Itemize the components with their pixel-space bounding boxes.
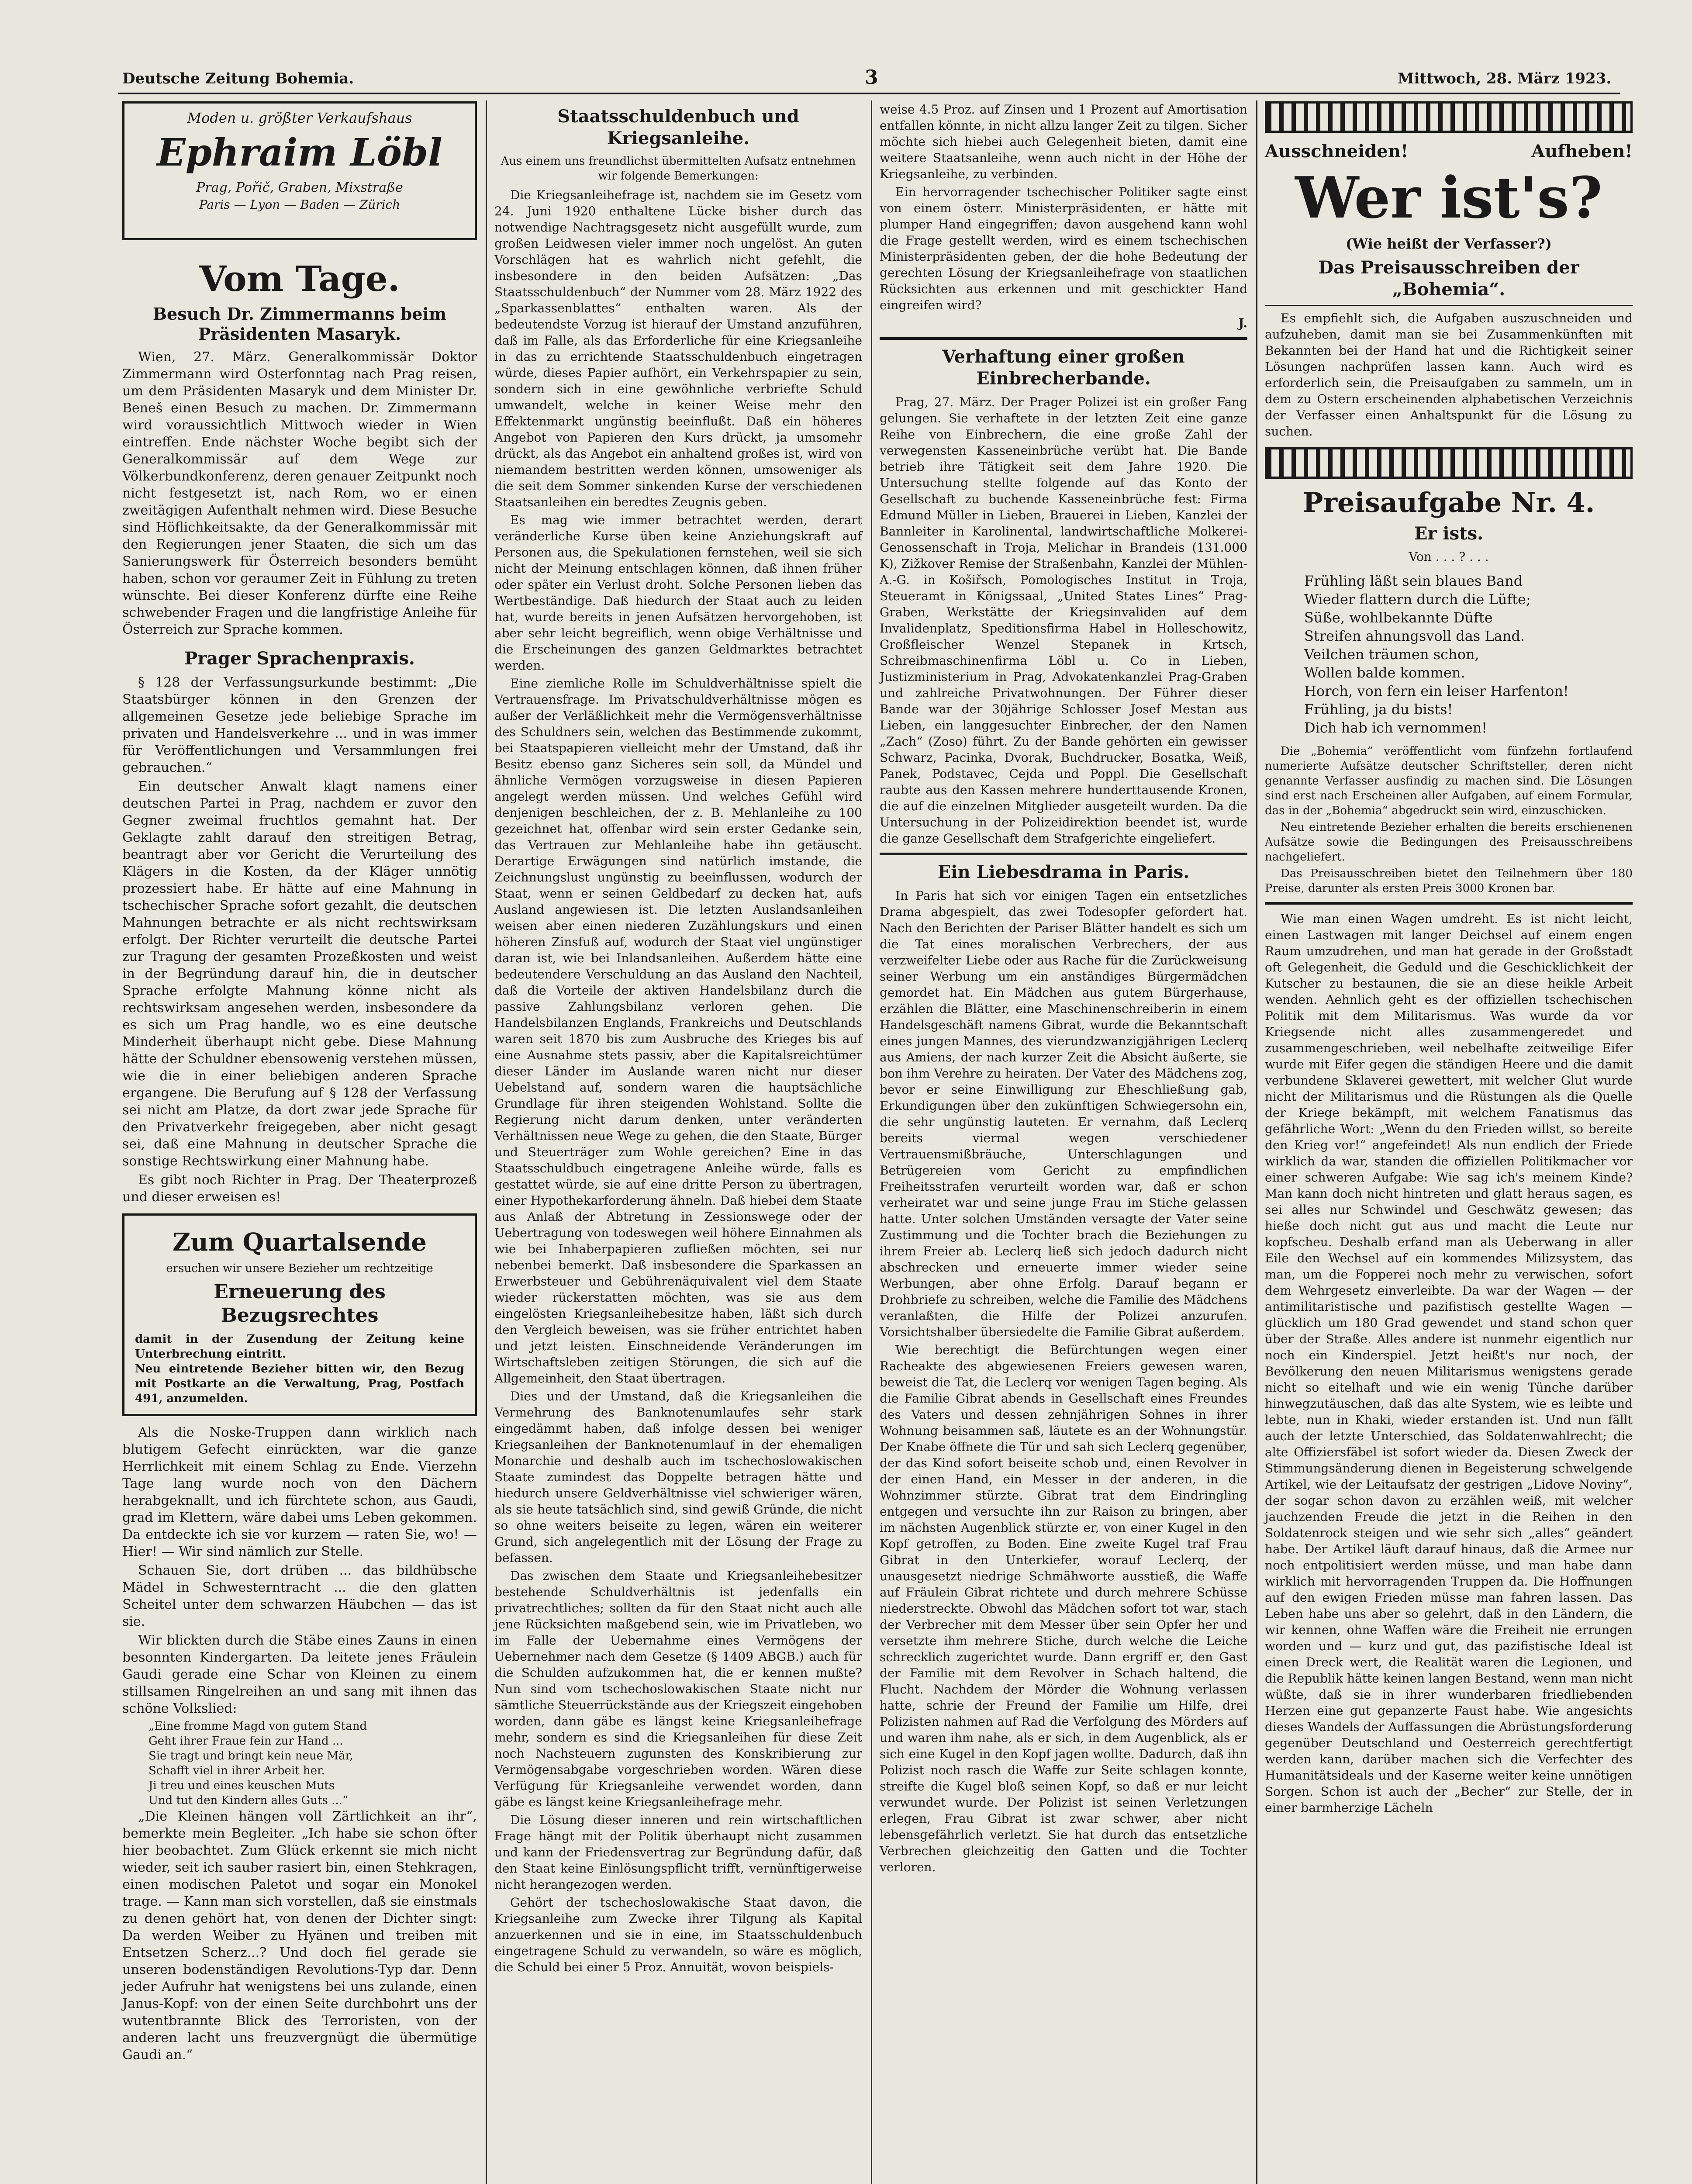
column-rule: [1256, 100, 1257, 2184]
ornamental-border: [1265, 101, 1633, 133]
article-paragraph: Die Kriegsanleihefrage ist, nachdem sie im Gesetz vom 24. Juni 1920 enthaltene Lücke bisher durch das notwendige Nachtragsgesetz nicht ausgefüllt wurde, zum großen Leidwesen vieler immer noch ungelöst. An guten Vorschlägen hat es wahrlich nicht gefehlt, die insbesondere in den beiden Aufsätzen: „Das Staatsschuldenbuch“ der Nummer vom 28. März 1922 des „Sparkassenblattes“ enthalten waren. Als der bedeutendste Vorzug ist hierauf der Umstand anzuführen, daß im Falle, als das Erforderliche für eine Kriegsanleihe in das zu errichtende Staatsschuldenbuch eingetragen würde, dieses Papier aufhört, ein Verkehrspapier zu sein, sondern sich in eine gewöhnliche verbriefte Schuld umwandelt, welche in keiner Weise mehr den Effektenmarkt ungünstig beeinflußt. Daß ein höheres Angebot von Papieren den Kurs drückt, ja umsomehr drückt, als das Angebot ein anhaltend großes ist, wird von niemandem bestritten werden können, umsoweniger als die seit dem Sommer sinkenden Kurse der verschiedenen Staatsanleihen ein beredtes Zeugnis geben.: [494, 188, 862, 509]
contest-rules: Neu eintretende Bezieher erhalten die bereits erschienenen Aufsätze sowie die Bedingungen des Preisausschreibens nachgeliefert.: [1265, 821, 1633, 864]
article-paragraph: Als die Noske-Truppen dann wirklich nach blutigem Gefecht einrückten, war die ganze Herrlichkeit mit einem Schlag zu Ende. Vierzehn Tage lang wurde noch von den Dächern herabgeknallt, und ich fürchtete schon, aus Gaudi, grad im Klettern, wäre dabei ums Leben gekommen. Da entdeckte ich sie vor kurzem — raten Sie, wo! — Hier! — Wir sind nämlich zur Stelle.: [122, 1425, 477, 1559]
article-paragraph: Prag, 27. März. Der Prager Polizei ist ein großer Fang gelungen. Sie verhaftete in der letzten Zeit eine ganze Reihe von Einbrechern, die eine große Zahl der verwegensten Kasseneinbrüche verübt hat. Die Bande betrieb ihre Tätigkeit seit dem Jahre 1920. Die Untersuchung stellte folgende auf das Konto der Gesellschaft zu buchende Kasseneinbrüche fest: Firma Edmund Müller in Lieben, Brauerei in Lieben, Kanzlei der Bannleiter in Karolinental, landwirtschaftliche Molkerei-Genossenschaft in Troja, Melichar in Brandeis (131.000 K), Zižkover Remise der Straßenbahn, Kanzlei der Mühlen-A.-G. in Košiřsch, Pomologisches Institut in Troja, Steueramt in Königssaal, „United States Lines“ Prag-Graben, Werkstätte der Kriegsinvaliden auf dem Invalidenplatz, Speditionsfirma Habel in Holleschowitz, Großfleischer Wenzel Stepanek in Krtsch, Schreibmaschinenfirma Löbl u. Co in Lieben, Justizministerium in Prag, Advokatenkanzlei Prag-Graben und zahlreiche Privatwohnungen. Der Führer dieser Bande war der 30jährige Schlosser Josef Mestan aus Lieben, ein langgesuchter Einbrecher, der den Namen „Zach“ (Zoso) führt. Zu der Bande gehörten ein gewisser Schwarz, Pacinka, Dvorak, Buchdrucker, Bosatka, Weiß, Panek, Podstavec, Cejda und Poppl. Die Gesellschaft raubte aus den Kassen mehrere hunderttausende Kronen, die auf die einzelnen Mitglieder ausgeteilt wurden. Da die Untersuchung in der Polizeidirektion beendet ist, wurde die ganze Gesellschaft dem Strafgerichte eingeliefert.: [880, 395, 1247, 846]
divider: [1265, 902, 1633, 905]
issue-date: Mittwoch, 28. März 1923.: [1398, 70, 1612, 87]
article-paragraph: Das zwischen dem Staate und Kriegsanleihebesitzer bestehende Schuldverhältnis ist jedenfalls ein privatrechtliches; sollten da für den Staat nicht auch alle jene Rücksichten maßgebend sein, wie im Privatleben, wo im Falle der Uebernahme eines Vermögens der Uebernehmer nach dem Gesetze (§ 1409 ABGB.) auch für die Schulden aufzukommen hat, die er kennen mußte? Nun sind vom tschechoslowakischen Staate nicht nur sämtliche Steuerrückstände aus der Kriegszeit eingehoben worden, dann gäbe es längst keine Kriegsanleihefrage mehr, sondern es sind die Kriegsanleihen für diese Zeit noch Nachsteuern zugunsten des Konskribierung zur Vermögensabgabe vorgeschrieben worden. Wären diese Verfügung für Kriegsanleihe verwendet worden, dann gäbe es längst keine Kriegsanleihefrage mehr.: [494, 1569, 862, 1809]
article-paragraph: Eine ziemliche Rolle im Schuldverhältnisse spielt die Vertrauensfrage. Im Privatschuldverhältnisse mögen es außer der Verläßlichkeit mehr die Vermögensverhältnisse des Schuldners sein, welchen das Bestimmende zukommt, bei Staatspapieren vielleicht mehr der Umstand, daß ihr Besitz ebenso ganz Sicheres sein soll, da Mündel und ähnliche Vermögen vorzugsweise in diesen Papieren angelegt werden müssen. Und welches Gefühl wird denjenigen beschleichen, der z. B. Mehlanleihe zu 100 gezeichnet hat, offenbar wird sein erster Gedanke sein, das Vertrauen zur Mehlanleihe habe ihn getäuscht. Derartige Erwägungen sind natürlich imstande, die Zeichnungslust ungünstig zu beeinflussen, wodurch der Staat, wenn er seinen Geldbedarf zu decken hat, aufs Ausland angewiesen ist. Die letzten Auslandsanleihen weisen aber einen niederen Zuzählungskurs und einen höheren Zinsfuß auf, wodurch der Staat viel ungünstiger daran ist, wie bei Inlandsanleihen. Außerdem hätte eine bedeutendere Verschuldung an das Ausland den Nachteil, daß die Vorteile der aktiven Handelsbilanz durch die passive Zahlungsbilanz verloren gehen. Die Handelsbilanzen Englands, Frankreichs und Deutschlands waren seit 1870 bis zum Ausbruche des Krieges bis auf eine Ausnahme stets passiv, aber die Kapitalsreichtümer dieser Länder im Auslande waren nicht nur dieser Uebelstand auf, sondern waren die hauptsächliche Grundlage für ihren steigenden Wohlstand. Sollte die Regierung nicht darum denken, unter veränderten Verhältnissen neue Wege zu gehen, die den Staate, Bürger und Steuerträger zum Wohle gereichen? Eine in das Staatsschuldbuch eingetragene Anleihe würde, falls es gestattet würde, sie auf eine dritte Person zu übertragen, einer Hypothekarforderung ähneln. Daß hiebei dem Staate aus Anlaß der Abtretung in Zessionswege oder der Uebertragung von todeswegen weil höhere Einnahmen als wie bei Inhaberpapieren zufließen möchten, sei nur nebenbei bemerkt. Daß insbesondere die Sparkassen an Erwerbsteuer und Gebührenäquivalent viel dem Staate wieder rückerstatten möchten, was sie aus dem eingelösten Kriegsanleihebesitze haben, läßt sich durch den Vergleich beweisen, was sie früher entrichtet haben und jetzt leisten. Einschneidende Veränderungen im Wirtschaftsleben zeitigen Störungen, die sich auf die Allgemeinheit, den Staat übertragen.: [494, 676, 862, 1386]
task-poem: Frühling läßt sein blaues Band Wieder flattern durch die Lüfte; Süße, wohlbekannte Düfte Streifen ahnungsvoll das Land. Veilchen träumen schon, Wollen balde kommen. Horch, von fern ein leiser Harfenton! Frühling, ja du bists! Dich hab ich vernommen!: [1304, 573, 1569, 736]
article-heading: Prager Sprachenpraxis.: [184, 648, 415, 669]
notice-line: ersuchen wir unsere Bezieher um rechtzeitige: [166, 1262, 433, 1275]
header-rule: [118, 93, 1620, 94]
subscription-notice: [122, 1213, 477, 1416]
article-paragraph: Dies und der Umstand, daß die Kriegsanleihen die Vermehrung des Banknotenumlaufes sehr stark eingedämmt haben, daß infolge dessen bei weniger Kriegsanleihen der Banknotenumlauf in der ehemaligen Monarchie und deshalb auch im tschechoslowakischen Staate zumindest das Doppelte betragen hätte und hiedurch unsere Geldverhältnisse viel schwieriger wären, als sie heute tatsächlich sind, sind gewiß Gründe, die nicht so ohne weiters beiseite zu legen, wären ein weiterer Grund, sich angelegentlich mit der Lösung der Frage zu befassen.: [494, 1389, 862, 1565]
article-paragraph: Die Lösung dieser inneren und rein wirtschaftlichen Frage hängt mit der Politik überhaupt nicht zusammen und kann der Friedensvertrag zur Begründung dafür, daß den Staat keine Einlösungspflicht trifft, vernünftigerweise nicht herangezogen werden.: [494, 1813, 862, 1892]
article-paragraph: Gehört der tschechoslowakische Staat davon, die Kriegsanleihe zum Zwecke ihrer Tilgung als Kapital anzuerkennen und sie in eine, im Staatsschuldenbuch eingetragene Schuld zu verwandeln, so wäre es möglich, die Schuld bei einer 5 Proz. Annuität, wovon beispiels-: [494, 1895, 862, 1974]
notice-subtitle: Erneuerung des Bezugsrechtes: [214, 1281, 386, 1327]
column-4: [1265, 101, 1633, 1818]
contest-subtitle: (Wie heißt der Verfasser?): [1346, 235, 1552, 252]
notice-line: damit in der Zusendung der Zeitung keine Unterbrechung eintritt.: [135, 1333, 464, 1361]
task-subtitle: Er ists.: [1414, 523, 1484, 544]
article-paragraph: Es mag wie immer betrachtet werden, derart veränderliche Kurse üben keine Anziehungskraft auf Personen aus, die Spekulationen fernstehen, weil sie sich nicht der Meinung entschlagen können, daß ihnen früher oder später ein Verlust droht. Solche Personen lieben das Wertbeständige. Daß hiedurch der Staat auch zu leiden hat, wurde bereits in jenen Aufsätzen hervorgehoben, ist aber sehr leicht begreiflich, wenn obige Verhältnisse und die Erscheinungen des ganzen Geldmarktes betrachtet werden.: [494, 513, 862, 673]
article-paragraph: Wir blickten durch die Stäbe eines Zauns in einen besonnten Kindergarten. Da leitete jenes Fräulein Gaudi gerade eine Schar von Kleinen zu einem stillsamen Ringelreihen an und sang mit ihnen das schöne Volkslied:: [122, 1633, 477, 1716]
ad-company-name: Ephraim Löbl: [157, 131, 442, 175]
task-title: Preisaufgabe Nr. 4.: [1302, 487, 1595, 518]
article-intro: Aus einem uns freundlichst übermittelten Aufsatz entnehmen wir folgende Bemerkungen:: [501, 155, 856, 183]
article-paragraph: In Paris hat sich vor einigen Tagen ein entsetzliches Drama abgespielt, das zwei Todesopfer gefordert hat. Nach den Berichten der Pariser Blätter handelt es sich um die Tat eines moralischen Verbrechers, der aus verzweifelter Liebe oder aus Rache für die Zurückweisung seiner Werbung um ein anständiges Bürgermädchen gemordet hat. Ein Mädchen aus gutem Bürgerhause, erzählen die Blätter, eine Maschinenschreiberin in einem Handelsgeschäft namens Gibrat, wurde die Bekanntschaft eines jungen Mannes, des vierundzwanzigjährigen Leclerq aus Amiens, der nach kurzer Zeit die Absicht äußerte, sie bon ihm Verehre zu heiraten. Der Vater des Mädchens zog, bevor er seine Einwilligung zur Eheschließung gab, Erkundigungen über den zukünftigen Schwiegersohn ein, die sehr ungünstig lauteten. Er vernahm, daß Leclerq bereits viermal wegen verschiedener Vertrauensmißbräuche, Unterschlagungen und Betrügereien vom Gericht zu empfindlichen Freiheitsstrafen verurteilt worden war, daß er schon verheiratet war und seine junge Frau im Stiche gelassen hatte. Unter solchen Umständen versagte der Vater seine Zustimmung und die Tochter brach die Beziehungen zu ihrem Freier ab. Leclerq ließ sich jedoch dadurch nicht abschrecken und erneuerte immer wieder seine Werbungen, aber ohne Erfolg. Darauf begann er Drohbriefe zu schreiben, welche die Familie des Mädchens veranlaßten, die Hilfe der Polizei anzurufen. Vorsichtshalber übersiedelte die Familie Gibrat außerdem.: [880, 888, 1247, 1339]
article-heading: Verhaftung einer großen Einbrecherbande.: [942, 346, 1185, 389]
keep-label: Aufheben!: [1531, 141, 1633, 162]
article-paragraph: Es gibt noch Richter in Prag. Der Theaterprozeß und dieser erweisen es!: [122, 1172, 477, 1205]
column-3: [880, 101, 1247, 1877]
divider: [1265, 305, 1633, 306]
article-paragraph: Ein hervorragender tschechischer Politiker sagte einst von einem österr. Ministerpräsidenten, er hätte mit plumper Hand eingegriffen; davon ausgehend kann wohl die Frage gestellt werden, wird es einem tschechischen Ministerpräsidenten geben, der die hohe Bedeutung der gerechten Lösung der Kriegsanleihefrage von staatlichen Rücksichten aus erkennen und mit geschickter Hand eingreifen wird?: [880, 185, 1247, 312]
article-paragraph: weise 4.5 Proz. auf Zinsen und 1 Prozent auf Amortisation entfallen könnte, in nicht allzu langer Zeit zu tilgen. Sicher möchte sich hiebei auch Gelegenheit bieten, damit eine weitere Staatsanleihe, wenn auch nicht in der Höhe der Kriegsanleihe, zu verbinden.: [880, 102, 1247, 181]
section-title: Vom Tage.: [199, 258, 400, 299]
article-heading: Staatsschuldenbuch und Kriegsanleihe.: [557, 106, 799, 149]
article-paragraph: § 128 der Verfassungsurkunde bestimmt: „Die Staatsbürger können in den Grenzen der allgemeinen Gesetze jede beliebige Sprache im privaten und Handelsverkehre ... und in was immer für Veröffentlichungen und Versammlungen frei gebrauchen.“: [122, 675, 477, 775]
article-paragraph: „Die Kleinen hängen voll Zärtlichkeit an ihr“, bemerkte mein Begleiter. „Ich habe sie schon öfter hier beobachtet. Zum Glück erkennt sie mich nicht wieder, seit ich sauber rasiert bin, einen Stehkragen, einen modischen Paletot und sogar ein Monokel trage. — Kann man sich vorstellen, daß sie einstmals zu denen gehört hat, von denen der Dichter singt: Da werden Weiber zu Hyänen und treiben mit Entsetzen Scherz...? Und doch fiel gerade sie unseren bodenständigen Revolutions-Typ dar. Denn jeder Aufruhr hat wenigstens bei uns zulande, einen Janus-Kopf: von der einen Seite durchbohrt uns der wutentbrannte Blick des Terroristen, von der anderen lacht uns freuzvergnügt die übermütige Gaudi an.“: [122, 1809, 477, 2063]
contest-title: Wer ist's?: [1295, 164, 1602, 231]
article-paragraph: Schauen Sie, dort drüben ... das bildhübsche Mädel in Schwesterntracht ... die den glatten Scheitel unter dem schwarzen Häubchen — das ist sie.: [122, 1563, 477, 1629]
contest-rules: Die „Bohemia“ veröffentlicht vom fünfzehn fortlaufend numerierte Aufsätze deutscher Schriftsteller, deren nicht genannte Verfasser ausfindig zu machen sind. Die Lösungen sind erst nach Erscheinen aller Aufgaben, auf einem Formular, das in der „Bohemia“ abgedruckt sein wird, einzuschicken.: [1265, 745, 1633, 817]
contest-instructions: Es empfiehlt sich, die Aufgaben auszuschneiden und aufzuheben, damit man sie bei Zusammenkünften mit Bekannten bei der Hand hat und die Richtigkeit seiner Lösungen nachprüfen lassen kann. Auch wird es erforderlich sein, die Preisaufgaben zu sammeln, um in dem zu Ostern erscheinenden alphabetischen Verzeichnis der Verfasser einen Anhaltspunkt für die Lösung zu suchen.: [1265, 311, 1633, 439]
contest-banner: [1265, 141, 1633, 162]
ad-tagline: Moden u. größter Verkaufshaus: [187, 110, 412, 126]
paper-name: Deutsche Zeitung Bohemia.: [122, 70, 354, 87]
task-author: Von . . . ? . . .: [1409, 549, 1489, 564]
article-paragraph: Wie berechtigt die Befürchtungen wegen einer Racheakte des abgewiesenen Freiers gewesen waren, beweist die Tat, die Leclerq vor wenigen Tagen beging. Als die Familie Gibrat abends in Gesellschaft eines Freundes des Vaters und dessen zehnjährigen Sohnes in ihrer Wohnung beisammen saß, läutete es an der Wohnungstür. Der Knabe öffnete die Tür und sah sich Leclerq gegenüber, der das Kind sofort beiseite schob und, einen Revolver in der einen Hand, ein Messer in der anderen, in die Wohnzimmer stürzte. Gibrat trat dem Eindringling entgegen und versuchte ihn zur Raison zu bringen, aber im nächsten Augenblick stürzte er, von einer Kugel in den Kopf getroffen, zu Boden. Eine zweite Kugel traf Frau Gibrat in den Unterkiefer, worauf Leclerq, der unausgesetzt niedrige Schmähworte ausstieß, die Waffe auf Fräulein Gibrat richtete und durch mehrere Schüsse niederstreckte. Obwohl das Mädchen sofort tot war, stach der Verbrecher mit dem Messer über sein Opfer her und versetzte ihm mehrere Stiche, durch welche die Leiche schrecklich zugerichtet wurde. Dann ergriff er, den Gast der Familie mit dem Revolver in Schach haltend, die Flucht. Nachdem der Mörder die Wohnung verlassen hatte, schrie der Freund der Familie um Hilfe, drei Polizisten nahmen auf Rad die Verfolgung des Mörders auf und waren ihm nahe, als er sich, in dem Augenblick, als er sich eine Kugel in den Kopf jagen wollte. Dadurch, daß ihn Polizist noch rasch die Waffe zur Seite schlagen konnte, streifte die Kugel bloß seinen Kopf, so daß er nur leicht verwundet wurde. Der Polizist ist seinen Verletzungen erlegen, Frau Gibrat ist zwar schwer, aber nicht lebensgefährlich verletzt. Sie hat durch das entsetzliche Verbrechen gleichzeitig den Gatten und die Tochter verloren.: [880, 1343, 1247, 1874]
contest-rules: Das Preisausschreiben bietet den Teilnehmern über 180 Preise, darunter als ersten Preis 3000 Kronen bar.: [1265, 867, 1633, 895]
article-paragraph: Ein deutscher Anwalt klagt namens einer deutschen Partei in Prag, nachdem er zuvor den Gegner zweimal fruchtlos gemahnt hat. Der Geklagte zahlt darauf den streitigen Betrag, beantragt aber vor Gericht die Verurteilung des Klägers in die Kosten, da der Kläger unnötig prozessiert habe. Er hätte auf eine Mahnung in tschechischer Sprache sofort gezahlt, die deutschen Mahnungen betrachte er als nicht rechtswirksam erfolgt. Der Richter verurteilt die deutsche Partei zur Tragung der gesamten Prozeßkosten und weist in der Begründung darauf hin, die in deutscher Sprache erfolgte Mahnung könne nicht als rechtswirksam angesehen werden, insbesondere da es sich um Prag handle, wo es eine deutsche Minderheit überhaupt nicht gebe. Diese Mahnung hätte der Schuldner ebensowenig verstehen müssen, wie die in einer beliebigen anderen Sprache ergangene. Die Berufung auf § 128 der Verfassung sei nicht am Platze, da dort zwar jede Sprache für den Privatverkehr freigegeben, aber nicht gesagt sei, daß eine Mahnung in deutscher Sprache die sonstige Rechtswirkung einer Mahnung habe.: [122, 779, 477, 1169]
divider: [880, 337, 1247, 340]
article-paragraph: Wie man einen Wagen umdreht. Es ist nicht leicht, einen Lastwagen mit langer Deichsel auf einem engen Raum umzudrehen, und man hat gerade in der Großstadt oft Gelegenheit, die Geduld und die Geschicklichkeit der Kutscher zu bestaunen, die sie an diese heikle Arbeit wenden. Aehnlich geht es der offiziellen tschechischen Politik mit dem Militarismus. Was wurde da vor Kriegsende nicht alles zusammengeredet und zusammengeschrieben, weil nebelhafte zeitweilige Eifer wurde mit Eifer gegen die ständigen Heere und die damit verbundene Sklaverei gewettert, mit welcher Glut wurde nicht der Militarismus und die Rüstungen als die Quelle der Kriege bekämpft, mit welchem Fanatismus das gefährliche Wort: „Wenn du den Frieden willst, so bereite den Krieg vor!“ angefeindet! Als nun endlich der Friede wirklich da war, standen die offiziellen Politikmacher vor einer schweren Aufgabe: Wie sag ich's meinem Kinde? Man kann doch nicht hintreten und glatt heraus sagen, es sei alles nur Schwindel und Geschwätz gewesen; das hieße doch nicht gut aus und macht die Leute nur kopfscheu. Deshalb erfand man als Ueberwang in aller Eile den Wechsel auf ein kommendes Milizsystem, das man, um die Fopperei noch mehr zu verwischen, sofort dem Wehrgesetz einverleibte. Da war der Wagen — der antimilitaristische und pazifistisch gestellte Wagen — glücklich um 180 Grad gewendet und stand schon quer über der Straße. Alles andere ist nunmehr eigentlich nur noch ein Kinderspiel. Jetzt heißt's nur noch, der Bevölkerung den neuen Militarismus wenigstens gerade nicht so eitelhaft und wie ein wenig Tünche darüber hinwegzutäuschen, daß das alte System, wie es leibte und lebte, nun in Khaki, wieder erstanden ist. Und nun fällt auch der letzte Unterschied, das Soldatenwahlrecht; die alte Offiziersfäbel ist sofort wieder da. Diesen Zweck der Stimmungsänderung dienen in Begeisterung schwelgende Artikel, wie der Leitaufsatz der gestrigen „Lidove Noviny“, der sogar schon davon zu erzählen weiß, mit welcher jauchzenden Freude die jetzt in die Reihen in den Soldatenrock steigen und wie sehr sich „alles“ geändert habe. Der Artikel läuft darauf hinaus, daß die Armee nur noch entpolitisiert werden müsse, und man habe dann wirklich mit hervorragenden Truppen da. Die Hoffnungen auf den ewigen Frieden müsse man fahren lassen. Das Leben habe uns aber so gelehrt, daß in den Ländern, die wir kennen, ohne Waffen wäre die Freiheit nie errungen worden und — kurz und gut, das pazifistische Ideal ist einen Dreck wert, die Realität waren die Legionen, und die Republik hätte keinen langen Bestand, wenn man nicht wüßte, daß sie in ihrer wunderbaren friedliebenden Herzen eine gut gepanzerte Faust habe. Wie angesichts dieses Wandels der Auffassungen die Abrüstungsforderung gegenüber Deutschland und Oesterreich gerechtfertigt werden kann, darüber machen sich die Verfechter des Humanitätsideals und der Kaserne weiter keine unnötigen Sorgen. Schon ist auch der „Becher“ zur Stelle, der in einer barmherzige Lächeln: [1265, 912, 1633, 1815]
author-signature: J.: [1238, 316, 1247, 330]
page-number: 3: [865, 66, 878, 89]
notice-title: Zum Quartalsende: [173, 1228, 427, 1257]
folk-song: „Eine fromme Magd von gutem Stand Geht ihrer Fraue fein zur Hand ... Sie tragt und bringt kein neue Mär, Schafft viel in ihrer Arbeit her. Ji treu und eines keuschen Muts Und tut den Kindern alles Guts ...“: [148, 1720, 367, 1807]
ad-address: Prag, Pořič, Graben, Mixstraße: [196, 180, 403, 195]
article-heading: Ein Liebesdrama in Paris.: [937, 862, 1190, 882]
divider: [880, 853, 1247, 855]
article-heading: Besuch Dr. Zimmermanns beim Präsidenten Masaryk.: [152, 304, 447, 344]
article-paragraph: Wien, 27. März. Generalkommissär Doktor Zimmermann wird Osterfonntag nach Prag reisen, um dem Präsidenten Masaryk und dem Minister Dr. Beneš einen Besuch zu machen. Dr. Zimmermann wird voraussichtlich Mittwoch wieder in Wien eintreffen. Ende nächster Woche begibt sich der Generalkommissär auf dem Wege zur Völkerbundkonferenz, deren genauer Zeitpunkt noch nicht festgesetzt ist, nach Rom, wo er einen zweitägigen Aufenthalt nehmen wird. Diese Besuche sind Höflichkeitsakte, da der Generalkommissär mit den Regierungen jener Staaten, die sich um das Sanierungswerk für Österreich besonders bemüht haben, schon vor geraumer Zeit in Fühlung zu treten wünschte. Bei dieser Konferenz dürfte eine Reihe schwebender Fragen und die langfristige Anleihe für Österreich zur Sprache kommen.: [122, 349, 477, 637]
ad-branches: Paris — Lyon — Baden — Zürich: [199, 197, 401, 212]
notice-line: Neu eintretende Bezieher bitten wir, den Bezug mit Postkarte an die Verwaltung, Prag, Postfach 491, anzumelden.: [135, 1362, 464, 1405]
contest-name: Das Preisausschreiben der „Bohemia“.: [1318, 257, 1579, 300]
column-2: [494, 101, 862, 1977]
ornamental-border: [1265, 447, 1633, 479]
advertisement: [122, 101, 477, 240]
column-rule: [871, 100, 872, 2184]
cut-out-label: Ausschneiden!: [1265, 141, 1409, 162]
column-1: [122, 101, 477, 2065]
column-rule: [486, 100, 487, 2184]
